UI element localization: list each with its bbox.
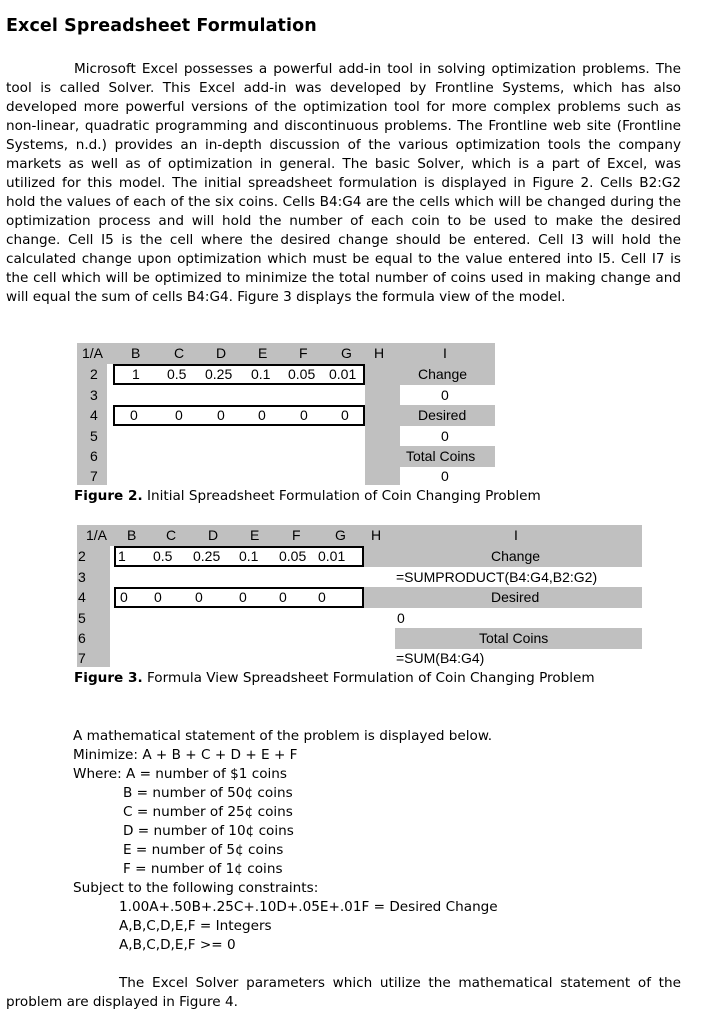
row-number: 3 (78, 569, 86, 585)
row-number: 7 (78, 650, 86, 666)
variable-definition-a: Where: A = number of $1 coins (73, 766, 287, 782)
cell-e2: 0.1 (251, 366, 271, 382)
label-desired: Desired (491, 589, 540, 605)
value-desired: 0 (397, 610, 405, 626)
variable-definition: B = number of 50¢ coins (123, 785, 293, 801)
col-header-d: D (216, 345, 227, 361)
row-number: 2 (78, 548, 86, 564)
section-title: Excel Spreadsheet Formulation (6, 16, 317, 36)
closing-paragraph: The Excel Solver parameters which utilize the mathematical statement of the problem are displayed in Figure 4. (6, 975, 681, 1010)
col-header-c: C (166, 527, 177, 543)
col-header-g: G (335, 527, 346, 543)
row-number: 6 (78, 630, 86, 646)
label-change: Change (491, 548, 541, 564)
col-header-e: E (250, 527, 260, 543)
col-header-i: I (443, 345, 447, 361)
variable-definition: D = number of 10¢ coins (123, 823, 294, 839)
changing-cells-box (113, 405, 365, 426)
row-number: 6 (90, 448, 98, 464)
col-header-a: 1/A (86, 527, 108, 543)
cell-d2: 0.25 (193, 548, 221, 564)
col-header-d: D (208, 527, 219, 543)
label-change: Change (418, 366, 468, 382)
cell-f2: 0.05 (279, 548, 307, 564)
variable-definition: C = number of 25¢ coins (123, 804, 293, 820)
variable-definition: F = number of 1¢ coins (123, 861, 283, 877)
col-header-c: C (174, 345, 185, 361)
figure-3-label: Figure 3. (74, 670, 143, 686)
label-total-coins: Total Coins (479, 630, 549, 646)
cell-g4: 0 (318, 589, 326, 605)
cell-c4: 0 (154, 589, 162, 605)
cell-g2: 0.01 (318, 548, 346, 564)
row-number: 4 (78, 589, 86, 605)
row-number: 3 (90, 387, 98, 403)
col-header-f: F (292, 527, 301, 543)
cell-e2: 0.1 (239, 548, 259, 564)
variable-definition: E = number of 5¢ coins (123, 842, 284, 858)
formula-total-coins: =SUM(B4:G4) (396, 650, 485, 666)
row-number: 4 (90, 407, 98, 423)
value-total-coins: 0 (441, 468, 449, 484)
col-header-b: B (127, 527, 137, 543)
intro-paragraph: Microsoft Excel possesses a powerful add-in tool in solving optimization problems. The tool is called Solver. This Excel add-in was developed by Frontline Systems, which has also developed more powerful versions of the optimization tool for more complex problems such as non-linear, quadratic programming and discontinuous problems. The Frontline web site (Frontline Systems, n.d.) provides an in-depth discussion of the various optimization tools the company markets as well as of optimization in general. The basic Solver, which is a part of Excel, was utilized for this model. The initial spreadsheet formulation is displayed in Figure 2. Cells B2:G2 hold the values of each of the six coins. Cells B4:G4 are the cells which will be changed during the optimization process and will hold the number of each coin to be used to make the desired change. Cell I5 is the cell where the desired change should be entered. Cell I3 will hold the calculated change upon optimization which must be equal to the value entered into I5. Cell I7 is the cell which will be optimized to minimize the total number of coins used in making change and will equal the sum of cells B4:G4. Figure 3 displays the formula view of the model. (6, 61, 681, 305)
cell-e4: 0 (258, 407, 266, 423)
row-number: 5 (90, 428, 98, 444)
cell-b2: 1 (132, 366, 140, 382)
constraint: 1.00A+.50B+.25C+.10D+.05E+.01F = Desired Change (119, 899, 498, 915)
constraint: A,B,C,D,E,F = Integers (119, 918, 272, 934)
constraints-heading: Subject to the following constraints: (73, 880, 319, 896)
figure-3-caption-text: Formula View Spreadsheet Formulation of Coin Changing Problem (146, 670, 595, 686)
constraint: A,B,C,D,E,F >= 0 (119, 937, 236, 953)
cell-d2: 0.25 (205, 366, 233, 382)
label-total-coins: Total Coins (406, 448, 476, 464)
figure-3-caption (74, 670, 595, 686)
label-desired: Desired (418, 407, 467, 423)
figure-2-caption (74, 488, 541, 504)
cell-b4: 0 (120, 589, 128, 605)
cell-d4: 0 (217, 407, 225, 423)
coin-values-box (113, 364, 365, 385)
value-change: 0 (441, 387, 449, 403)
cell-b4: 0 (130, 407, 138, 423)
cell-e4: 0 (239, 589, 247, 605)
row-number: 5 (78, 610, 86, 626)
cell-c2: 0.5 (153, 548, 173, 564)
cell-f4: 0 (300, 407, 308, 423)
col-header-i: I (514, 527, 518, 543)
objective-function: Minimize: A + B + C + D + E + F (73, 747, 298, 763)
cell-f4: 0 (279, 589, 287, 605)
math-intro: A mathematical statement of the problem is displayed below. (73, 728, 493, 744)
col-header-h: H (371, 527, 382, 543)
col-header-h: H (374, 345, 385, 361)
figure-2-label: Figure 2. (74, 488, 143, 504)
cell-b2: 1 (118, 548, 126, 564)
formula-change: =SUMPRODUCT(B4:G4,B2:G2) (396, 569, 598, 585)
col-header-f: F (299, 345, 308, 361)
cell-c4: 0 (175, 407, 183, 423)
cell-c2: 0.5 (167, 366, 187, 382)
col-header-b: B (131, 345, 141, 361)
cell-g4: 0 (341, 407, 349, 423)
cell-g2: 0.01 (329, 366, 357, 382)
col-header-a: 1/A (82, 345, 104, 361)
figure-2-caption-text: Initial Spreadsheet Formulation of Coin Changing Problem (146, 488, 541, 504)
cell-f2: 0.05 (288, 366, 316, 382)
value-desired: 0 (441, 428, 449, 444)
col-header-e: E (258, 345, 268, 361)
cell-d4: 0 (195, 589, 203, 605)
column-header-bar (77, 525, 642, 546)
row-number: 7 (90, 468, 98, 484)
col-header-g: G (341, 345, 352, 361)
row-number: 2 (90, 366, 98, 382)
